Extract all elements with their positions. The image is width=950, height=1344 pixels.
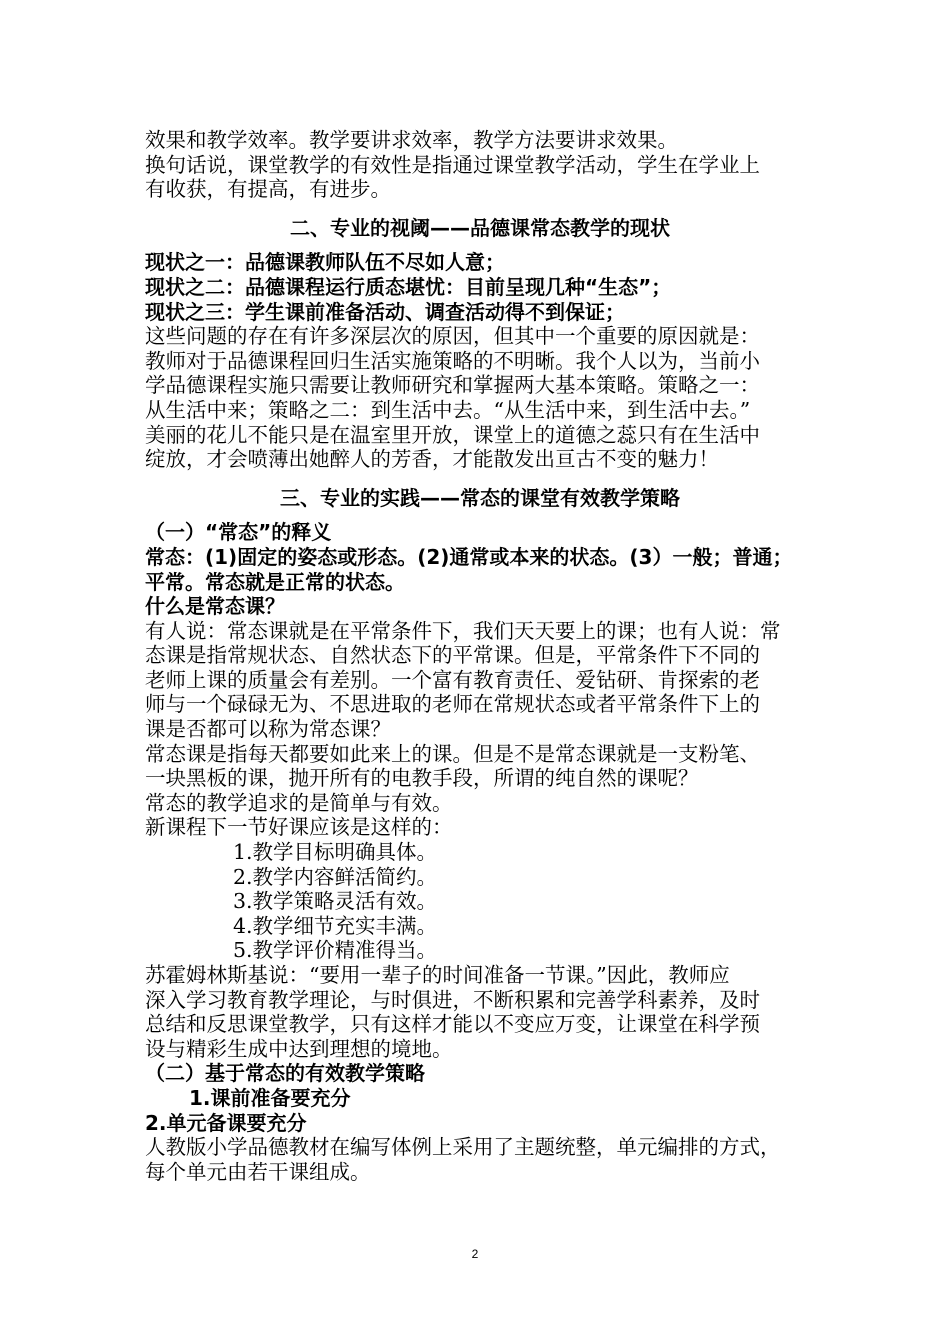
list-item: 2.教学内容鲜活简约。 bbox=[233, 864, 438, 889]
body-line: 教师对于品德课程回归生活实施策略的不明晰。我个人以为，当前小 bbox=[145, 348, 760, 373]
list-item: 3.教学策略灵活有效。 bbox=[233, 889, 438, 914]
list-item: 5.教学评价精准得当。 bbox=[233, 938, 438, 963]
subsection-heading: （二）基于常态的有效教学策略 bbox=[145, 1061, 425, 1086]
list-item: 4.教学细节充实丰满。 bbox=[233, 913, 438, 938]
body-line: 学品德课程实施只需要让教师研究和掌握两大基本策略。策略之一： bbox=[145, 373, 760, 398]
subsection-heading: （一）“常态”的释义 bbox=[145, 520, 332, 545]
body-line: 从生活中来；策略之二：到生活中去。“从生活中来，到生活中去。” bbox=[145, 397, 751, 422]
status-line: 现状之三：学生课前准备活动、调查活动得不到保证； bbox=[145, 299, 625, 324]
body-line: 美丽的花儿不能只是在温室里开放，课堂上的道德之蕊只有在生活中 bbox=[145, 422, 760, 447]
body-line: 师与一个碌碌无为、不思进取的老师在常规状态或者平常条件下上的 bbox=[145, 692, 760, 717]
page-number: 2 bbox=[471, 1247, 479, 1261]
strategy-item: 2.单元备课要充分 bbox=[145, 1110, 307, 1135]
intro-line: 换句话说，课堂教学的有效性是指通过课堂教学活动，学生在学业上 bbox=[145, 152, 760, 177]
list-item: 1.教学目标明确具体。 bbox=[233, 840, 438, 865]
body-line: 每个单元由若干课组成。 bbox=[145, 1159, 371, 1184]
body-line: 设与精彩生成中达到理想的境地。 bbox=[145, 1036, 453, 1061]
body-line: 有人说：常态课就是在平常条件下，我们天天要上的课；也有人说：常 bbox=[145, 618, 781, 643]
section-heading: 二、专业的视阈——品德课常态教学的现状 bbox=[290, 215, 670, 240]
body-line: 老师上课的质量会有差别。一个富有教育责任、爱钻研、肯探索的老 bbox=[145, 667, 760, 692]
body-line: 这些问题的存在有许多深层次的原因，但其中一个重要的原因就是： bbox=[145, 324, 760, 349]
question-heading: 什么是常态课？ bbox=[145, 594, 285, 619]
body-line: 课是否都可以称为常态课？ bbox=[145, 717, 391, 742]
body-line: 常态的教学追求的是简单与有效。 bbox=[145, 790, 453, 815]
body-line: 常态课是指每天都要如此来上的课。但是不是常态课就是一支粉笔、 bbox=[145, 741, 760, 766]
strategy-item: 1.课前准备要充分 bbox=[189, 1085, 351, 1110]
section-heading: 三、专业的实践——常态的课堂有效教学策略 bbox=[280, 485, 680, 510]
intro-line: 有收获，有提高，有进步。 bbox=[145, 177, 391, 202]
body-line: 人教版小学品德教材在编写体例上采用了主题统整，单元编排的方式， bbox=[145, 1135, 781, 1160]
body-line: 深入学习教育教学理论，与时俱进，不断积累和完善学科素养，及时 bbox=[145, 987, 760, 1012]
body-line: 苏霍姆林斯基说：“要用一辈子的时间准备一节课。”因此，教师应 bbox=[145, 963, 730, 987]
body-line: 新课程下一节好课应该是这样的： bbox=[145, 815, 453, 840]
document-page bbox=[145, 128, 815, 1184]
body-line: 绽放，才会喷薄出她醉人的芳香，才能散发出亘古不变的魅力！ bbox=[145, 447, 719, 472]
definition-line: 平常。常态就是正常的状态。 bbox=[145, 569, 405, 594]
status-line: 现状之二：品德课程运行质态堪忧：目前呈现几种“生态”； bbox=[145, 274, 672, 299]
body-line: 态课是指常规状态、自然状态下的平常课。但是，平常条件下不同的 bbox=[145, 643, 760, 668]
body-line: 一块黑板的课，抛开所有的电教手段，所谓的纯自然的课呢？ bbox=[145, 766, 699, 791]
intro-line: 效果和教学效率。教学要讲求效率，教学方法要讲求效果。 bbox=[145, 128, 678, 152]
status-line: 现状之一：品德课教师队伍不尽如人意； bbox=[145, 250, 505, 275]
body-line: 总结和反思课堂教学，只有这样才能以不变应万变，让课堂在科学预 bbox=[145, 1012, 760, 1037]
definition-line: 常态：(1)固定的姿态或形态。(2)通常或本来的状态。(3）一般；普通； bbox=[145, 544, 793, 569]
